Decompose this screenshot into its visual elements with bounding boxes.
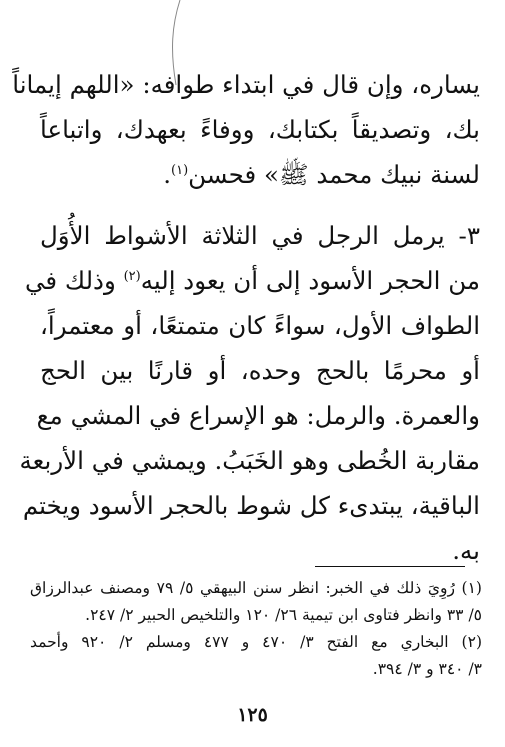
text-line: يساره، وإن قال في ابتداء طوافه: «اللهم إيماناً [12,70,480,99]
text-line: أو محرمًا بالحج وحده، أو قارنًا بين الحج [40,356,480,385]
footnote-ref-2[interactable]: (٢) [123,268,141,284]
text-segment: . [163,160,172,189]
text-segment: من الحجر الأسود إلى أن يعود إليه [140,266,480,295]
text-line [25,258,480,303]
text-line: والعمرة. والرمل: هو الإسراع في المشي مع [36,401,480,430]
text-line: الطواف الأول، سواءً كان متمتعًا، أو معتمراً، [40,311,480,340]
text-line: ٣- يرمل الرجل في الثلاثة الأشواط الأُوَل [40,221,480,250]
footnote-2-line: ٣/ ٣٤٠ و ٣/ ٣٩٤. [372,660,482,678]
footnotes [30,575,482,683]
text-line: مقاربة الخُطى وهو الخَبَبُ. ويمشي في الأربعة [19,446,480,475]
paragraph-1 [12,62,480,197]
text-line [40,152,480,197]
footnote-2-line: (٢) البخاري مع الفتح ٣/ ٤٧٠ و ٤٧٧ ومسلم ٢/ ٩٢٠ وأحمد [30,633,482,651]
footnote-ref-1[interactable]: (١) [171,162,189,178]
text-line: الباقية، يبتدىء كل شوط بالحجر الأسود ويختم [22,491,480,520]
main-text [12,62,480,573]
footnote-1-line: (١) رُوِيَ ذلك في الخبر: انظر سنن البيهقي ٥/ ٧٩ ومصنف عبدالرزاق [30,579,482,597]
footnote-separator [315,566,465,567]
text-line: به. [452,536,480,565]
text-line: بك، وتصديقاً بكتابك، ووفاءً بعهدك، واتباعاً [40,115,480,144]
page-number: ١٢٥ [237,704,268,726]
text-segment: وذلك في [25,266,124,295]
footnote-1-line: ٥/ ٣٣ وانظر فتاوى ابن تيمية ٢٦/ ١٢٠ والتلخيص الحبير ٢/ ٢٤٧. [85,606,482,624]
paragraph-2 [19,213,480,573]
text-segment: لسنة نبيك محمد ﷺ» فحسن [188,160,480,189]
